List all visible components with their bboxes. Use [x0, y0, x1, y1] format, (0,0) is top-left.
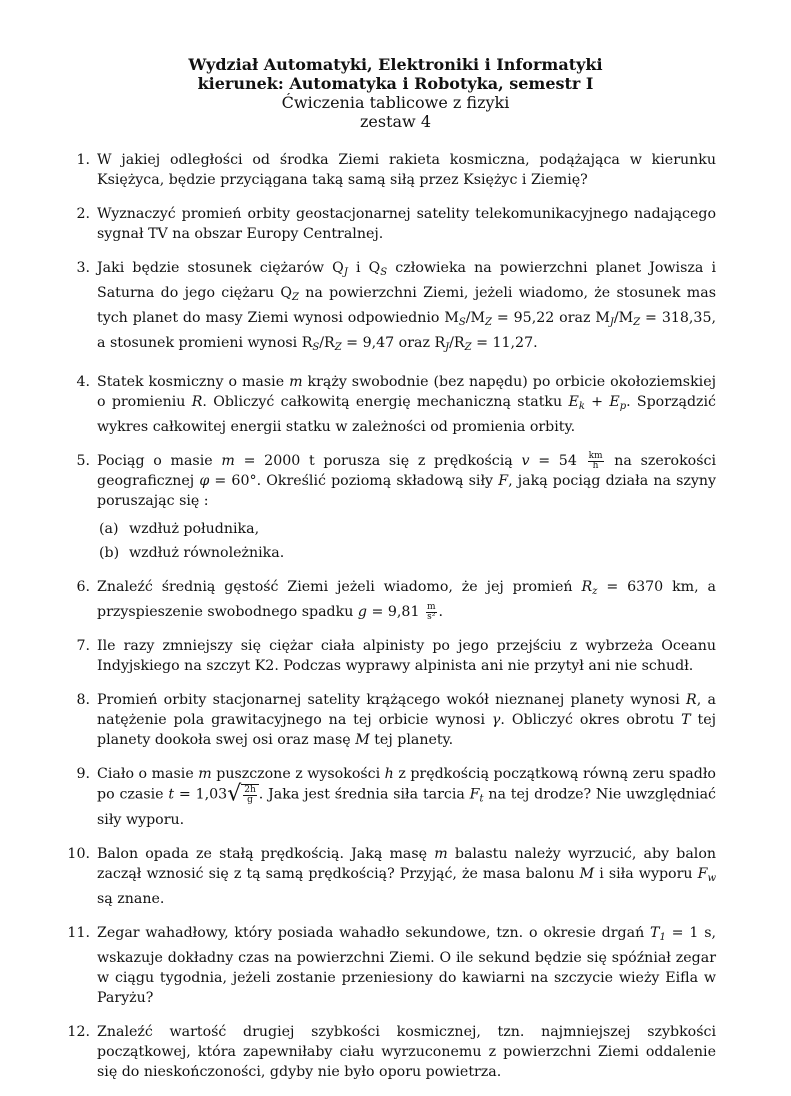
problem-6 [66, 577, 716, 622]
problem-number: 9. [76, 766, 90, 782]
problem-8 [66, 690, 716, 750]
fraction-km-h: $\frac{km}{h}$ [588, 450, 603, 471]
problem-number: 10. [67, 845, 90, 862]
problem-number: 2. [76, 206, 90, 222]
problem-1 [66, 150, 716, 190]
problem-text: Znaleźć wartość drugiej szybkości kosmicznej, tzn. najmniejszej szybkości początkowej, która zapewniłaby ciału wyrzuconemu z powierzchni Ziemi oddalenie się do nieskończoności, gdyby nie było oporu powietrza. [97, 1023, 716, 1080]
problem-text: Promień orbity stacjonarnej satelity krążącego wokół nieznanej planety wynosi R, a natężenie pola grawitacyjnego na tej orbicie wynosi γ. Obliczyć okres obrotu T tej planety dookoła swej osi oraz masę M tej planety. [97, 692, 716, 748]
document-header [0, 55, 791, 131]
sub-item-b: (b) wzdłuż równoleżnika. [99, 545, 285, 561]
problem-text: Znaleźć średnią gęstość Ziemi jeżeli wiadomo, że jej promień $R_z = 6370$ km, a przyspieszenie swobodnego spadku g = 9,81 $\frac{m}{\text{s²}}$ . [97, 579, 716, 622]
problem-text: Ile razy zmniejszy się ciężar ciała alpinisty po jego przejściu z wybrzeża Oceanu Indyjskiego na szczyt K2. Podczas wyprawy alpinista ani nie przytył ani nie schudł. [97, 638, 716, 674]
problem-text: Statek kosmiczny o masie m krąży swobodnie (bez napędu) po orbicie okołoziemskiej o promieniu R. Obliczyć całkowitą energię mechaniczną statku $E_k + E_p$. Sporządzić wykres całkowitej energii statku w zależności od promienia orbity. [97, 374, 717, 435]
problem-text: Ciało o masie m puszczone z wysokości h z prędkością początkową równą zeru spadło po czasie t = 1,03√ $\frac{2h}{g}$ . Jaka jest średnia siła tarcia $F_t$ na tej drodze? Nie uwzględniać siły wyporu. [97, 766, 717, 828]
problem-number: 7. [76, 638, 90, 654]
problem-number: 1. [76, 152, 90, 168]
problem-10 [66, 844, 716, 909]
faculty-title: Wydział Automatyki, Elektroniki i Informatyki [188, 55, 603, 74]
set-title: zestaw 4 [359, 112, 432, 131]
problem-text: Jaki będzie stosunek ciężarów $Q_J$ i $Q_S$ człowieka na powierzchni planet Jowisza i Saturna do jego ciężaru $Q_Z$ na powierzchni Ziemi, jeżeli wiadomo, że stosunek mas tych planet do masy Ziemi wynosi odpowiednio $M_S/M_Z = 95,22$ oraz $M_J/M_Z = 318,35$, a stosunek promieni wynosi $R_S/R_Z = 9,47$ oraz $R_J/R_Z = 11,27$. [97, 260, 716, 353]
problem-7 [66, 636, 716, 676]
problem-number: 11. [67, 924, 90, 941]
course-title: kierunek: Automatyka i Robotyka, semestr I [197, 74, 594, 93]
sub-list [97, 519, 716, 563]
problem-number: 8. [76, 692, 90, 708]
sub-item-a: (a) wzdłuż południka, [99, 521, 260, 537]
problem-number: 4. [76, 374, 90, 390]
problem-text: Pociąg o masie m = 2000 t porusza się z prędkością v = 54 $\frac{km}{h}$ na szerokości geograficznej φ = 60°. Określić poziomą składową siły F, jaką pociąg działa na szyny poruszając się : (a) wzdłuż południka, (b) wzdłuż równoleżnika. [97, 450, 717, 561]
problem-11 [66, 923, 716, 1008]
fraction-m-s2: $\frac{m}{\text{s²}}$ [426, 601, 436, 622]
subject-title: Ćwiczenia tablicowe z fizyki [281, 93, 510, 112]
problem-text: Balon opada ze stałą prędkością. Jaką masę m balastu należy wyrzucić, aby balon zaczął wznosić się z tą samą prędkością? Przyjąć, że masa balonu M i siła wyporu $F_w$ są znane. [97, 845, 716, 907]
problem-text: Wyznaczyć promień orbity geostacjonarnej satelity telekomunikacyjnego nadającego sygnał TV na obszar Europy Centralnej. [97, 206, 716, 242]
problem-text: Zegar wahadłowy, który posiada wahadło sekundowe, tzn. o okresie drgań $T_1 = 1$ s, wskazuje dokładny czas na powierzchni Ziemi. O ile sekund będzie się spóźniał zegar w ciągu tygodnia, jeżeli zostanie przeniesiony do kawiarni na szczycie wieży Eifla w Paryżu? [97, 924, 717, 1006]
problem-text: W jakiej odległości od środka Ziemi rakieta kosmiczna, podążająca w kierunku Księżyca, będzie przyciągana taką samą siłą przez Księżyc i Ziemię? [97, 152, 716, 188]
problem-2 [66, 204, 716, 244]
problem-number: 6. [76, 579, 90, 595]
problem-9 [66, 764, 716, 830]
problem-4 [66, 372, 716, 437]
problem-list [66, 150, 716, 1096]
problem-number: 12. [67, 1023, 90, 1040]
problem-number: 5. [76, 453, 90, 469]
problem-5 [66, 451, 716, 563]
problem-number: 3. [76, 260, 90, 276]
problem-12 [66, 1022, 716, 1082]
problem-3 [66, 258, 716, 358]
square-root: √ $\frac{2h}{g}$ [227, 784, 259, 805]
